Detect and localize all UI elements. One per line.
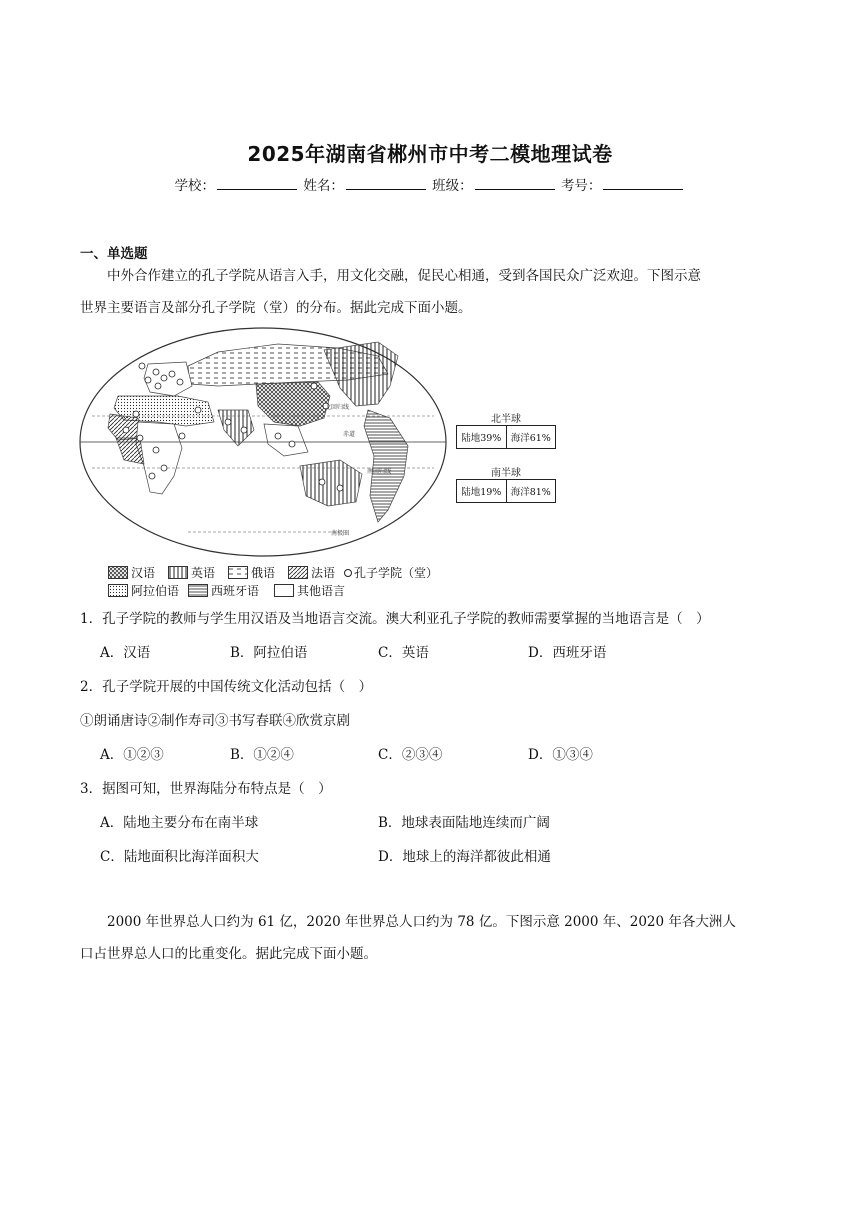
q1-option-a[interactable]: A．汉语 xyxy=(100,645,151,661)
legend-confucius: 孔子学院（堂） xyxy=(344,564,438,581)
intro2-line1: 2000 年世界总人口约为 61 亿，2020 年世界总人口约为 78 亿。下图示意 2000 年、2020 年各大洲人 xyxy=(107,914,736,930)
school-blank[interactable] xyxy=(217,175,297,190)
north-land-percent: 陆地39% xyxy=(457,426,507,448)
russian-swatch-icon xyxy=(228,566,248,579)
name-blank[interactable] xyxy=(346,175,426,190)
world-language-map xyxy=(78,326,558,598)
intro1-line2: 世界主要语言及部分孔子学院（堂）的分布。据此完成下面小题。 xyxy=(80,300,472,316)
equator-label: 赤道 xyxy=(343,431,356,438)
north-tropic-label: 北回归线 xyxy=(325,404,350,411)
q3-option-b[interactable]: B．地球表面陆地连续而广阔 xyxy=(378,815,550,831)
legend-other: 其他语言 xyxy=(274,582,345,599)
q1-option-b[interactable]: B．阿拉伯语 xyxy=(230,645,308,661)
q1-option-d[interactable]: D．西班牙语 xyxy=(528,645,607,661)
exam-no-blank[interactable] xyxy=(603,175,683,190)
q3-option-a[interactable]: A．陆地主要分布在南半球 xyxy=(100,815,259,831)
intro1-line1: 中外合作建立的孔子学院从语言入手，用文化交融，促民心相通，受到各国民众广泛欢迎。下图示意 xyxy=(107,268,701,284)
school-label: 学校： xyxy=(174,178,216,194)
legend-spanish: 西班牙语 xyxy=(188,582,259,599)
section-heading: 一、单选题 xyxy=(80,246,148,262)
q3-option-c[interactable]: C．陆地面积比海洋面积大 xyxy=(100,849,259,865)
page-title: 2025年湖南省郴州市中考二模地理试卷 xyxy=(247,142,613,166)
q2-option-a[interactable]: A．①②③ xyxy=(100,747,164,763)
world-map-svg xyxy=(78,326,448,558)
south-land-percent: 陆地19% xyxy=(457,480,507,502)
question-2-stem: 2．孔子学院开展的中国传统文化活动包括（ ） xyxy=(80,679,373,695)
question-1-stem: 1．孔子学院的教师与学生用汉语及当地语言交流。澳大利亚孔子学院的教师需要掌握的当地语言是（ ） xyxy=(80,611,710,627)
q1-option-c[interactable]: C．英语 xyxy=(378,645,429,661)
q3-option-d[interactable]: D．地球上的海洋都彼此相通 xyxy=(378,849,551,865)
student-info-line xyxy=(0,174,860,194)
name-label: 姓名： xyxy=(303,178,344,194)
legend-french: 法语 xyxy=(288,564,335,581)
north-hemisphere-box xyxy=(456,410,556,449)
legend-arabic: 阿拉伯语 xyxy=(108,582,179,599)
north-ocean-percent: 海洋61% xyxy=(510,433,551,444)
legend-chinese: 汉语 xyxy=(108,564,155,581)
south-hemisphere-title: 南半球 xyxy=(491,468,521,479)
legend-english: 英语 xyxy=(168,564,215,581)
intro2-line2: 口占世界总人口的比重变化。据此完成下面小题。 xyxy=(80,946,377,962)
question-2-items: ①朗诵唐诗②制作寿司③书写春联④欣赏京剧 xyxy=(80,713,350,729)
circle-icon xyxy=(344,569,352,577)
exam-no-label: 考号： xyxy=(560,178,602,194)
q2-option-d[interactable]: D．①③④ xyxy=(528,747,593,763)
q2-option-b[interactable]: B．①②④ xyxy=(230,747,294,763)
french-swatch-icon xyxy=(288,566,308,579)
other-swatch-icon xyxy=(274,584,294,597)
south-tropic-label: 南回归线 xyxy=(367,468,392,475)
class-label: 班级： xyxy=(432,178,473,194)
south-ocean-percent: 海洋81% xyxy=(510,487,551,498)
intro-paragraph-1 xyxy=(80,260,780,324)
question-3-stem: 3．据图可知，世界海陆分布特点是（ ） xyxy=(80,781,332,797)
english-swatch-icon xyxy=(168,566,188,579)
antarctic-circle-label: 南极圈 xyxy=(331,530,350,537)
chinese-swatch-icon xyxy=(108,566,128,579)
intro-paragraph-2 xyxy=(80,906,780,970)
class-blank[interactable] xyxy=(475,175,555,190)
arabic-swatch-icon xyxy=(108,584,128,597)
north-hemisphere-title: 北半球 xyxy=(491,414,521,425)
legend-russian: 俄语 xyxy=(228,564,275,581)
south-hemisphere-box xyxy=(456,464,556,503)
q2-option-c[interactable]: C．②③④ xyxy=(378,747,443,763)
spanish-swatch-icon xyxy=(188,584,208,597)
